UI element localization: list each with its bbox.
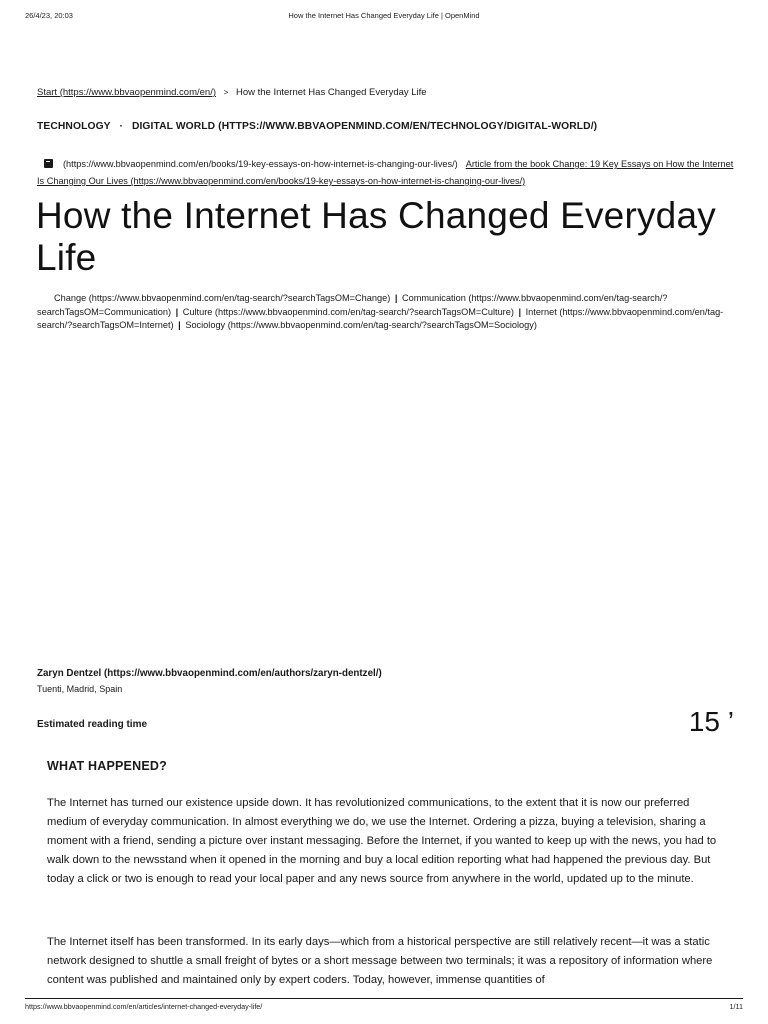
article-headline: How the Internet Has Changed Everyday Life: [36, 195, 716, 278]
section-heading: WHAT HAPPENED?: [47, 759, 167, 773]
tag-separator: |: [394, 293, 398, 303]
book-article-link[interactable]: Article from the book Change: 19 Key Essays on How the Internet Is Changing Our Lives (https://www.bbvaopenmind.com/en/books/19-key-essays-on-how-internet-is-changing-our-lives/): [37, 159, 734, 186]
book-reference: [37, 156, 737, 190]
tag-link[interactable]: Communication (https://www.bbvaopenmind.com/en/tag-search/?searchTagsOM=Communication): [37, 293, 668, 317]
print-header: [25, 11, 743, 23]
tag-link[interactable]: Change (https://www.bbvaopenmind.com/en/tag-search/?searchTagsOM=Change): [54, 293, 391, 303]
reading-time-label: Estimated reading time: [37, 719, 148, 730]
book-url-text[interactable]: (https://www.bbvaopenmind.com/en/books/19-key-essays-on-how-internet-is-changing-our-lives/): [63, 159, 458, 169]
breadcrumb: [37, 87, 427, 98]
tag-separator: |: [175, 306, 179, 317]
tag-link[interactable]: Culture (https://www.bbvaopenmind.com/en/tag-search/?searchTagsOM=Culture): [182, 306, 514, 317]
tag-link[interactable]: Internet (https://www.bbvaopenmind.com/en/tag-search/?searchTagsOM=Internet): [37, 306, 724, 330]
breadcrumb-separator: >: [223, 88, 229, 97]
footer-divider: [25, 998, 743, 999]
body-paragraph: The Internet has turned our existence upside down. It has revolutionized communications, to the extent that it is now our preferred medium of everyday communication. In almost everything we do, we use the Internet. Ordering a pizza, buying a television, sharing a moment with a friend, sending a picture over instant messaging. Before the Internet, if you wanted to keep up with the news, you had to walk down to the newsstand when it opened in the morning and buy a local edition reporting what had happened the previous day. But today a click or two is enough to read your local paper and any news source from anywhere in the world, updated up to the minute.: [47, 797, 717, 885]
print-footer: [25, 1002, 743, 1011]
reading-time-value: 15 ’: [688, 706, 734, 737]
page-number: 1/11: [729, 1002, 743, 1011]
body-paragraph: The Internet itself has been transformed. In its early days—which from a historical perspective are still relatively recent—it was a static network designed to shuttle a small freight of bytes or a short message between two terminals; it was a repository of information where content was published and maintained only by expert coders. Today, however, immense quantities of: [47, 936, 713, 986]
print-date: 26/4/23, 20:03: [25, 11, 73, 20]
breadcrumb-start-link[interactable]: Start (https://www.bbvaopenmind.com/en/): [37, 87, 216, 98]
book-icon: [44, 159, 53, 168]
tag-separator: |: [518, 306, 522, 317]
category-digital-world-link[interactable]: DIGITAL WORLD (HTTPS://WWW.BBVAOPENMIND.COM/EN/TECHNOLOGY/DIGITAL-WORLD/): [131, 121, 598, 132]
print-page-title: How the Internet Has Changed Everyday Life | OpenMind: [288, 11, 480, 20]
tag-link[interactable]: Sociology (https://www.bbvaopenmind.com/en/tag-search/?searchTagsOM=Sociology): [185, 320, 537, 330]
breadcrumb-current: How the Internet Has Changed Everyday Life: [235, 87, 427, 98]
author-name-link[interactable]: Zaryn Dentzel (https://www.bbvaopenmind.com/en/authors/zaryn-dentzel/): [37, 668, 382, 679]
tag-separator: |: [178, 320, 181, 330]
category-separator: ·: [119, 121, 123, 132]
category-line: [37, 121, 597, 132]
tag-list: [37, 292, 727, 333]
author-location: Tuenti, Madrid, Spain: [37, 684, 123, 694]
category-technology-link[interactable]: TECHNOLOGY: [37, 121, 111, 132]
print-footer-url: https://www.bbvaopenmind.com/en/articles/internet-changed-everyday-life/: [25, 1002, 263, 1011]
